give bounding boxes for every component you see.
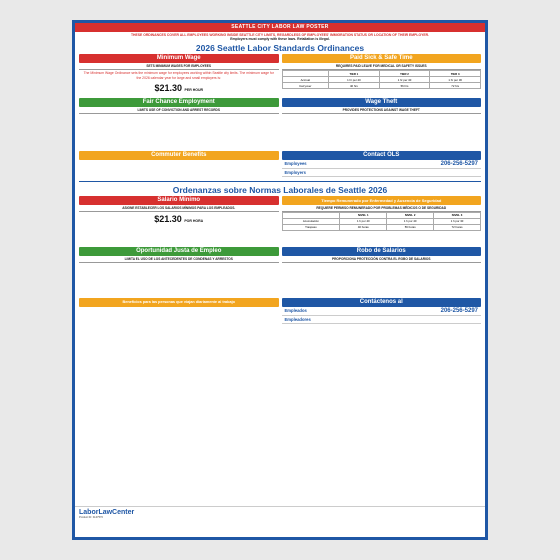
footer-product-id: Product ID: FL07570 [79,516,103,519]
poster-footer [75,506,485,537]
en-commuter-header: Commuter Benefits [79,151,279,160]
en-sick-header: Paid Sick & Safe Time [282,54,482,63]
es-min-wage-amount: $21.30 POR HORA [154,213,204,224]
es-contact [282,298,482,324]
en-min-wage-amount: $21.30 PER HOUR [154,82,204,93]
en-sick [282,54,482,95]
en-fair-chance-sub: LIMITS USE OF CONVICTION AND ARREST RECORDS [79,107,279,114]
en-contact [282,151,482,178]
es-wage-theft-header: Robo de Salarios [282,247,482,256]
es-sick-header: Tiempo Remunerado por Enfermedad y Ausencia de Seguridad [282,196,482,205]
en-wage-theft [282,98,482,148]
es-wage-theft-body [282,263,482,295]
labor-law-poster [72,20,488,540]
es-row-2 [75,247,485,295]
en-fair-chance-body [79,114,279,148]
es-fair-chance-sub: LIMITA EL USO DE LOS ANTECEDENTES DE CONDENAS Y ARRESTOS [79,256,279,263]
en-sick-table: TIER 1 TIER 2 TIER 3 Accrual 1 hr per 40 1 hr per 40 1 hr per 30 Carryover 40 hrs 56 hrs 72 hrs [282,70,482,89]
en-fair-chance-header: Fair Chance Employment [79,98,279,107]
footer-disclaimer [140,509,481,535]
en-sick-sub: REQUIRES PAID LEAVE FOR MEDICAL OR SAFETY ISSUES [282,63,482,70]
en-row-1 [75,54,485,95]
es-contact-employers: Empleadores [282,316,482,324]
en-row-2 [75,98,485,148]
es-row-1 [75,196,485,244]
en-wage-theft-sub: PROVIDES PROTECTIONS AGAINST WAGE THEFT [282,107,482,114]
en-contact-employees: Employees 206-256-5297 [282,160,482,169]
en-row-3 [75,151,485,178]
en-commuter [79,151,279,178]
es-row-3 [75,298,485,324]
es-fair-chance [79,247,279,295]
es-min-wage-body [79,226,279,244]
es-commuter-body [79,307,279,321]
en-commuter-body [79,160,279,178]
es-fair-chance-header: Oportunidad Justa de Empleo [79,247,279,256]
en-fair-chance [79,98,279,148]
en-wage-theft-body [282,114,482,148]
en-min-wage-text: The Minimum Wage Ordinance sets the minimum wage for employees working within Seattle city limits. The minimum wage for the 2026 calendar year for large and small employers is: [83,71,274,80]
es-contact-employees: Empleados 206-256-5297 [282,307,482,316]
language-divider [79,181,481,182]
es-commuter [79,298,279,324]
es-sick-table: NIVEL 1 NIVEL 2 NIVEL 3 Acumulación 1 h por 40 1 h por 40 1 h por 30 Traspaso 40 horas 56 horas 72 horas [282,212,482,231]
en-contact-employers: Employers [282,169,482,177]
title-english: 2026 Seattle Labor Standards Ordinances [195,43,365,54]
es-fair-chance-body [79,263,279,295]
es-wage-theft-sub: PROPORCIONA PROTECCIÓN CONTRA EL ROBO DE SALARIOS [282,256,482,263]
es-wage-theft [282,247,482,295]
es-commuter-header: Beneficios para las personas que viajan diariamente al trabajo [79,298,279,307]
en-min-wage-sub: SETS MINIMUM WAGES FOR EMPLOYEES [79,63,279,70]
es-min-wage [79,196,279,244]
en-min-wage [79,54,279,95]
title-spanish: Ordenanzas sobre Normas Laborales de Seattle 2026 [172,184,388,195]
es-min-wage-header: Salario Mínimo [79,196,279,205]
en-contact-header: Contact OLS [282,151,482,160]
top-banner: SEATTLE CITY LABOR LAW POSTER [75,23,485,32]
es-contact-header: Contáctenos al [282,298,482,307]
intro-black-text: Employers must comply with these laws. Retaliation is illegal. [230,37,330,42]
es-sick-sub: REQUIERE PERMISO REMUNERADO POR PROBLEMAS MÉDICOS O DE SEGURIDAD [282,205,482,212]
intro-red-text: THESE ORDINANCES COVER ALL EMPLOYEES WORKING INSIDE SEATTLE CITY LIMITS, REGARDLESS OF EMPLOYEES' IMMIGRATION STATUS OR LOCATION OF THEIR EMPLOYER. [130,33,430,37]
footer-logo: LaborLawCenter Product ID: FL07570 [79,509,135,519]
es-sick [282,196,482,244]
es-min-wage-sub: ASIGNE ESTABLECER LOS SALARIOS MÍNIMOS PARA LOS EMPLEADOS. [79,205,279,212]
en-min-wage-header: Minimum Wage [79,54,279,63]
en-wage-theft-header: Wage Theft [282,98,482,107]
